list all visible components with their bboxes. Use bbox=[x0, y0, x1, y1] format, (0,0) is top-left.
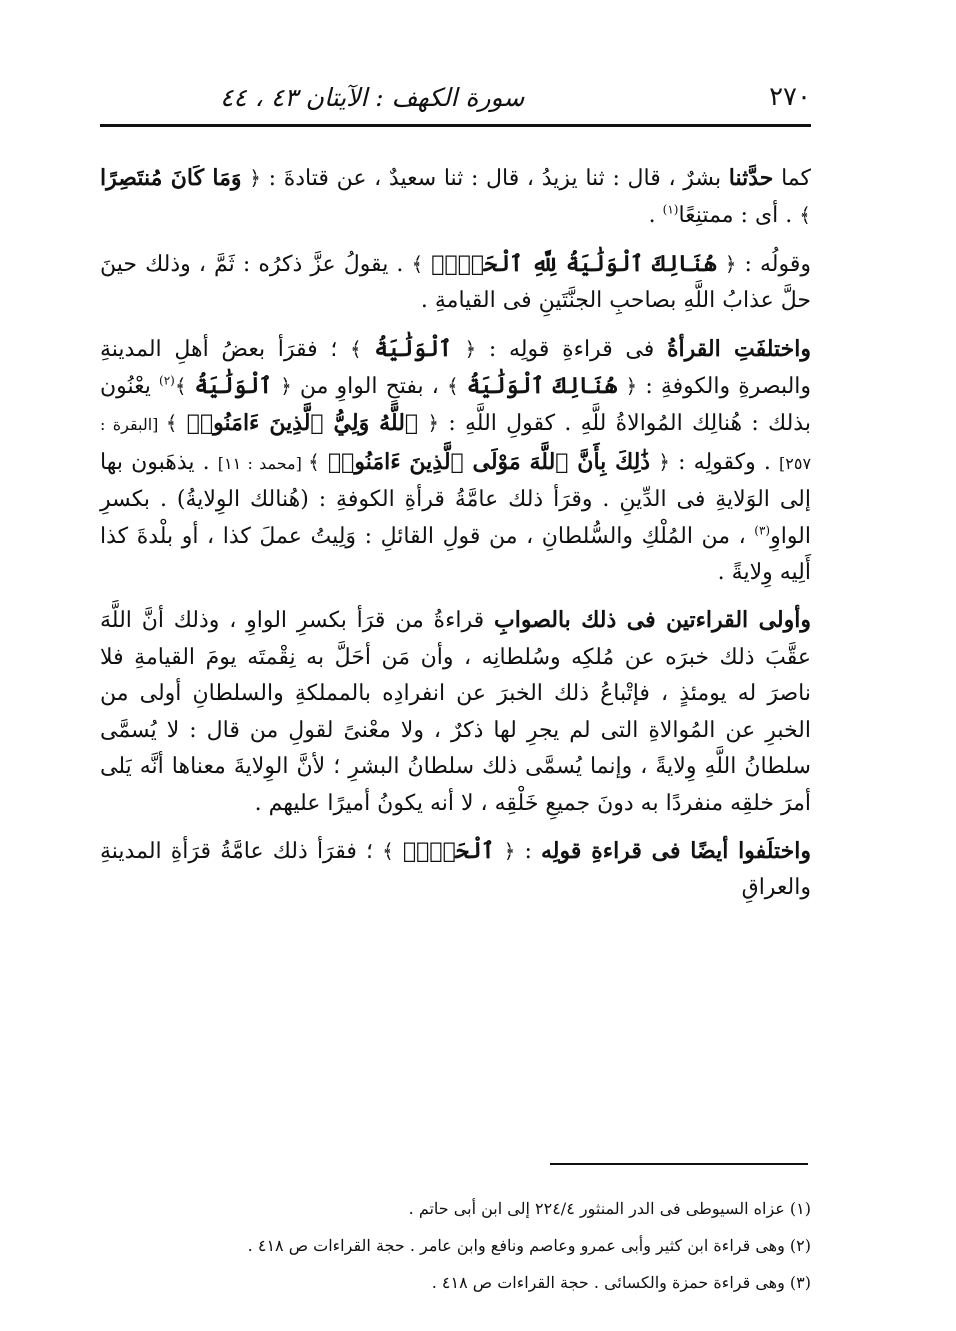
quran-bracket-close: ﴾ bbox=[165, 411, 178, 436]
quran-bracket-close: ﴾ bbox=[350, 336, 362, 361]
quran-quote: هُنَالِكَ ٱلْوَلَٰيَةُ لِلَّهِ ٱلْحَقِّۚ bbox=[431, 250, 717, 277]
lead-phrase: واختلَفوا أيضًا فى قراءةِ قولِه bbox=[541, 837, 811, 864]
lead-phrase: واختلفَتِ القرأةُ bbox=[666, 335, 812, 362]
text-run: قراءةُ من قرَأ بكسرِ الواوِ ، وذلك أنَّ اللَّهَ عقَّبَ ذلك خبرَه عن مُلكِه وسُلطانِه ، وأن مَن أحَلَّ به نِقْمتَه يومَ القيامةِ فلا ناصرَ له يومئذٍ ، فإتْباعُ ذلك الخبرَ عن انفرادِه بالمملكةِ والسلطانِ أولى من الخبرِ عن المُوالاةِ التى لم يجرِ لها ذكرٌ ، ولا معْنىً لقولِ من قال : لا يُسمَّى سلطانُ اللَّهِ وِلايةً ، وإنما يُسمَّى ذلك سلطانُ البشرِ ؛ لأنَّ الوِلايةَ معناها أنَّه يَلى أمرَ خلقِه منفردًا به دونَ جميعِ خَلْقِه ، لا أنه يكونُ أميرًا عليهم . bbox=[100, 608, 811, 816]
quran-bracket-open: ﴿ bbox=[280, 374, 292, 399]
lead-word: حدَّثنا bbox=[728, 165, 774, 191]
text-run: . يذهَبون بها إلى الوَلايةِ فى الدِّينِ . وقرَأ ذلك عامَّةُ قرأةِ الكوفةِ : (هُنالك الوِلايةُ) . بكسرِ الواوِ bbox=[100, 449, 811, 549]
quran-quote: هُنَالِكَ ٱلْوَلَٰيَةُ bbox=[466, 373, 618, 400]
quran-bracket-open: ﴿ bbox=[464, 336, 477, 361]
paragraph-5 bbox=[100, 833, 811, 907]
quran-bracket-open: ﴿ bbox=[503, 838, 516, 863]
text-run: ، بفتحِ الواوِ من bbox=[291, 374, 447, 400]
quran-quote: ٱللَّهُ وَلِيُّ ٱلَّذِينَ ءَامَنُوا۟ bbox=[186, 410, 419, 437]
quran-quote: وَمَا كَانَ مُنتَصِرًا bbox=[100, 165, 242, 191]
quran-bracket-open: ﴿ bbox=[724, 251, 737, 276]
text-run: ، من المُلْكِ والسُّلطانِ ، من قولِ القائلِ : وَلِيتُ عملَ كذا ، أو بلْدةَ كذا أَلِيه وِلايةً . bbox=[100, 523, 811, 586]
quran-quote: ٱلْحَقِّۚ bbox=[402, 837, 495, 864]
footnote-marker[interactable]: (٢) bbox=[159, 373, 175, 388]
quran-bracket-close: ﴾ bbox=[446, 374, 459, 399]
header-rule bbox=[100, 124, 811, 127]
paragraph-1 bbox=[100, 160, 811, 235]
page-header bbox=[100, 72, 811, 122]
paragraph-3 bbox=[100, 331, 811, 592]
quran-quote: ذَٰلِكَ بِأَنَّ ٱللَّهَ مَوْلَى ٱلَّذِينَ ءَامَنُوا۟ bbox=[327, 448, 651, 475]
footnote-marker[interactable]: (١) bbox=[662, 203, 679, 218]
footnote-rule bbox=[550, 1163, 808, 1165]
quran-bracket-open: ﴿ bbox=[427, 411, 440, 436]
surah-reference: [البقرة : ٢٥٧] bbox=[100, 415, 812, 473]
running-head: سورة الكهف : الآيتان ٤٣ ، ٤٤ bbox=[220, 82, 525, 112]
main-text bbox=[100, 160, 811, 918]
text-run: . يقولُ عزَّ ذكرُه : ثَمَّ ، وذلك حينَ حلَّ عذابُ اللَّهِ بصاحبِ الجنَّتَينِ فى القيامةِ . bbox=[100, 251, 811, 314]
page-number: ٢٧٠ bbox=[769, 82, 811, 112]
text-run: فى قراءةِ قولِه : bbox=[476, 336, 667, 362]
footnotes bbox=[100, 1190, 811, 1301]
paragraph-2 bbox=[100, 246, 811, 320]
footnote-1: (١) عزاه السيوطى فى الدر المنثور ٢٢٤/٤ إلى ابن أبى حاتم . bbox=[408, 1199, 811, 1218]
text-run: . bbox=[648, 203, 663, 229]
paragraph-4 bbox=[100, 602, 811, 821]
quran-bracket-close: ﴾ bbox=[174, 374, 187, 399]
footnote-2: (٢) وهى قراءة ابن كثير وأبى عمرو وعاصم ونافع وابن عامر . حجة القراءات ص ٤١٨ . bbox=[247, 1236, 811, 1255]
text-run: . وكقولِه : bbox=[669, 449, 779, 475]
quran-bracket-close: ﴾ bbox=[382, 838, 394, 863]
quran-bracket-open: ﴿ bbox=[625, 374, 638, 399]
text-run: وقولُه : bbox=[736, 251, 812, 277]
text-run: . أى : ممتنِعًا bbox=[678, 203, 800, 229]
text-run: ؛ فقرَأ ذلك عامَّةُ قرَأةِ المدينةِ والعراقِ bbox=[100, 838, 811, 901]
surah-reference: [محمد : ١١] bbox=[217, 453, 309, 473]
quran-bracket-close: ﴾ bbox=[308, 449, 320, 474]
text-run: ؛ فقرَأ بعضُ أهلِ المدينةِ والبصرةِ والكوفةِ : bbox=[100, 336, 812, 400]
quran-quote: ٱلْوَلَٰيَةُ bbox=[374, 335, 452, 362]
quran-bracket-open: ﴿ bbox=[658, 449, 670, 474]
footnote-3: (٣) وهى قراءة حمزة والكسائى . حجة القراءات ص ٤١٨ . bbox=[431, 1273, 811, 1292]
quran-bracket-open: ﴿ bbox=[249, 166, 261, 190]
text-run: يعْنُون بذلك : هُنالِك المُوالاةُ للَّهِ . كقولِ اللَّهِ : bbox=[100, 374, 811, 437]
lead-phrase: وأولى القراءتين فى ذلك بالصوابِ bbox=[494, 607, 811, 634]
footnote-marker[interactable]: (٣) bbox=[754, 523, 771, 538]
text-run: بشرٌ ، قال : ثنا يزيدُ ، قال : ثنا سعيدٌ ، عن قتادةَ : bbox=[260, 166, 729, 191]
quran-bracket-close: ﴾ bbox=[411, 251, 424, 276]
text-run: : bbox=[515, 838, 542, 864]
text-run: كما bbox=[773, 166, 811, 191]
quran-quote: ٱلْوَلَٰيَةُ bbox=[194, 373, 272, 400]
quran-bracket-close: ﴾ bbox=[799, 203, 811, 228]
